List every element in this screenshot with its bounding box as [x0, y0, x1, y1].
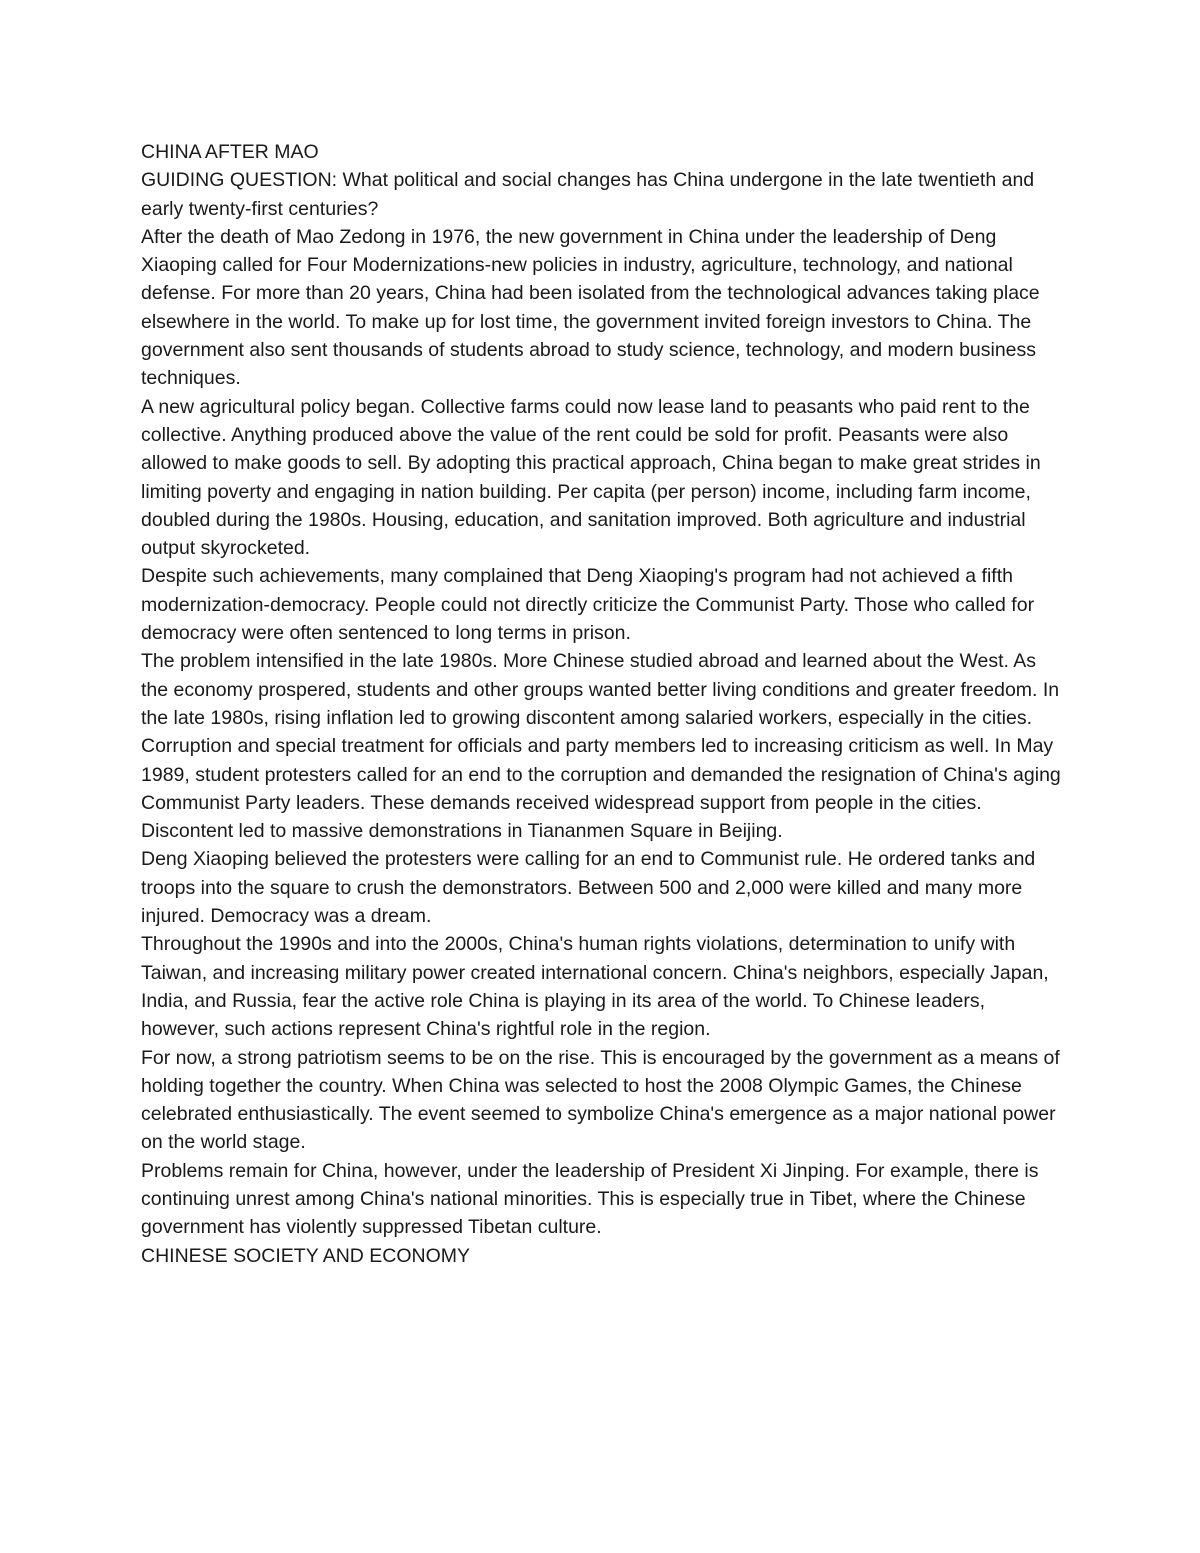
paragraph-3: Despite such achievements, many complained that Deng Xiaoping's program had not achieved a fifth modernization-democracy. People could not directly criticize the Communist Party. Those who called for democracy were often sentenced to long terms in prison. [141, 565, 1035, 645]
paragraph-7: Throughout the 1990s and into the 2000s, China's human rights violations, determination to unify with Taiwan, and increasing military power created international concern. China's neighbors, especially Japan, India, and Russia, fear the active role China is playing in its area of the world. To Chinese leaders, however, such actions represent China's rightful role in the region. [141, 933, 1049, 1041]
paragraph-6: Deng Xiaoping believed the protesters were calling for an end to Communist rule. He ordered tanks and troops into the square to crush the demonstrators. Between 500 and 2,000 were killed and many more injured. Democracy was a dream. [141, 848, 1036, 928]
document-page [141, 138, 1066, 1270]
guiding-question: GUIDING QUESTION: What political and social changes has China undergone in the late twentieth and early twenty-first centuries? [141, 169, 1035, 220]
paragraph-8: For now, a strong patriotism seems to be on the rise. This is encouraged by the government as a means of holding together the country. When China was selected to host the 2008 Olympic Games, the Chinese celebrated enthusiastically. The event seemed to symbolize China's emergence as a major national power on the world stage. [141, 1046, 1060, 1154]
paragraph-9: Problems remain for China, however, under the leadership of President Xi Jinping. For example, there is continuing unrest among China's national minorities. This is especially true in Tibet, where the Chinese government has violently suppressed Tibetan culture. [141, 1159, 1039, 1239]
paragraph-5: Discontent led to massive demonstrations in Tiananmen Square in Beijing. [141, 820, 783, 843]
paragraph-1: After the death of Mao Zedong in 1976, the new government in China under the leadership of Deng Xiaoping called for Four Modernizations-new policies in industry, agriculture, technology, and national defense. For more than 20 years, China had been isolated from the technological advances taking place elsewhere in the world. To make up for lost time, the government invited foreign investors to China. The government also sent thousands of students abroad to study science, technology, and modern business techniques. [141, 225, 1040, 390]
paragraph-4: The problem intensified in the late 1980s. More Chinese studied abroad and learned about the West. As the economy prospered, students and other groups wanted better living conditions and greater freedom. In the late 1980s, rising inflation led to growing discontent among salaried workers, especially in the cities. Corruption and special treatment for officials and party members led to increasing criticism as well. In May 1989, student protesters called for an end to the corruption and demanded the resignation of China's aging Communist Party leaders. These demands received widespread support from people in the cities. [141, 650, 1061, 814]
paragraph-2: A new agricultural policy began. Collective farms could now lease land to peasants who paid rent to the collective. Anything produced above the value of the rent could be sold for profit. Peasants were also allowed to make goods to sell. By adopting this practical approach, China began to make great strides in limiting poverty and engaging in nation building. Per capita (per person) income, including farm income, doubled during the 1980s. Housing, education, and sanitation improved. Both agriculture and industrial output skyrocketed. [141, 395, 1041, 560]
document-title: CHINA AFTER MAO [141, 141, 319, 163]
section-heading: CHINESE SOCIETY AND ECONOMY [141, 1244, 471, 1267]
